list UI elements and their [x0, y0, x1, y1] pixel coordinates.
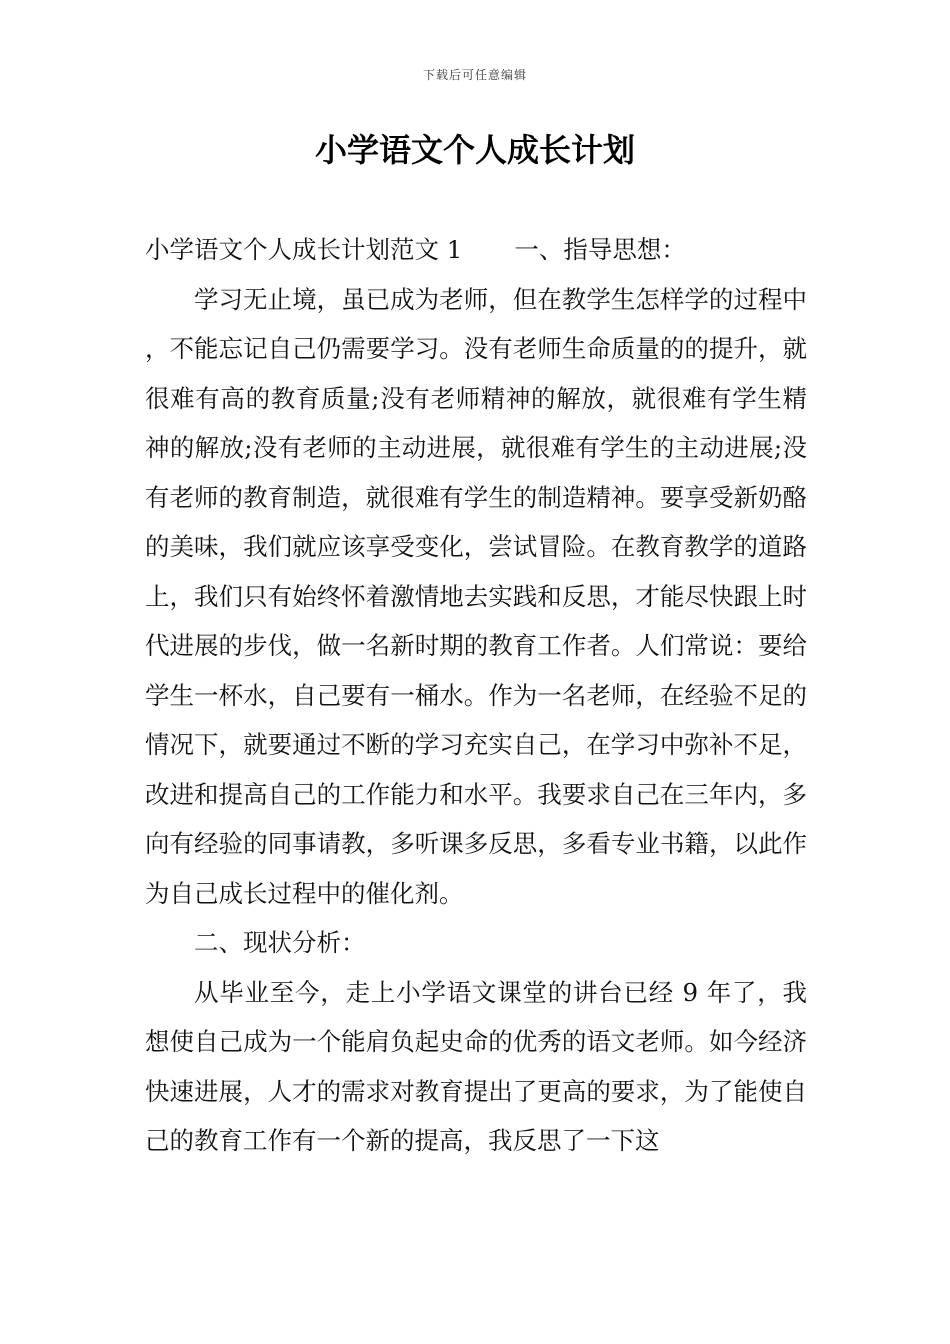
document-title: 小学语文个人成长计划	[314, 131, 635, 169]
header-note: 下载后可任意编辑	[422, 68, 527, 82]
document-body	[145, 225, 807, 1166]
section1-heading: 一、指导思想：	[514, 235, 686, 264]
intro-line	[145, 225, 807, 275]
intro-label: 小学语文个人成长计划范文 1	[145, 235, 463, 264]
section2-heading: 二、现状分析：	[194, 928, 366, 957]
section2-paragraph: 从毕业至今，走上小学语文课堂的讲台已经 9 年了，我想使自己成为一个能肩负起史命的优秀的语文老师。如今经济快速进展，人才的需求对教育提出了更高的要求，为了能使自己的教育工作有一个新的提高，我反思了一下这	[145, 977, 807, 1155]
section1-paragraph: 学习无止境，虽已成为老师，但在教学生怎样学的过程中，不能忘记自己仍需要学习。没有老师生命质量的的提升，就很难有高的教育质量;没有老师精神的解放，就很难有学生精神的解放;没有老师的主动进展，就很难有学生的主动进展;没有老师的教育制造，就很难有学生的制造精神。要享受新奶酪的美味，我们就应该享受变化，尝试冒险。在教育教学的道路上，我们只有始终怀着激情地去实践和反思，才能尽快跟上时代进展的步伐，做一名新时期的教育工作者。人们常说：要给学生一杯水，自己要有一桶水。作为一名老师，在经验不足的情况下，就要通过不断的学习充实自己，在学习中弥补不足，改进和提高自己的工作能力和水平。我要求自己在三年内，多向有经验的同事请教，多听课多反思，多看专业书籍，以此作为自己成长过程中的催化剂。	[145, 284, 807, 908]
